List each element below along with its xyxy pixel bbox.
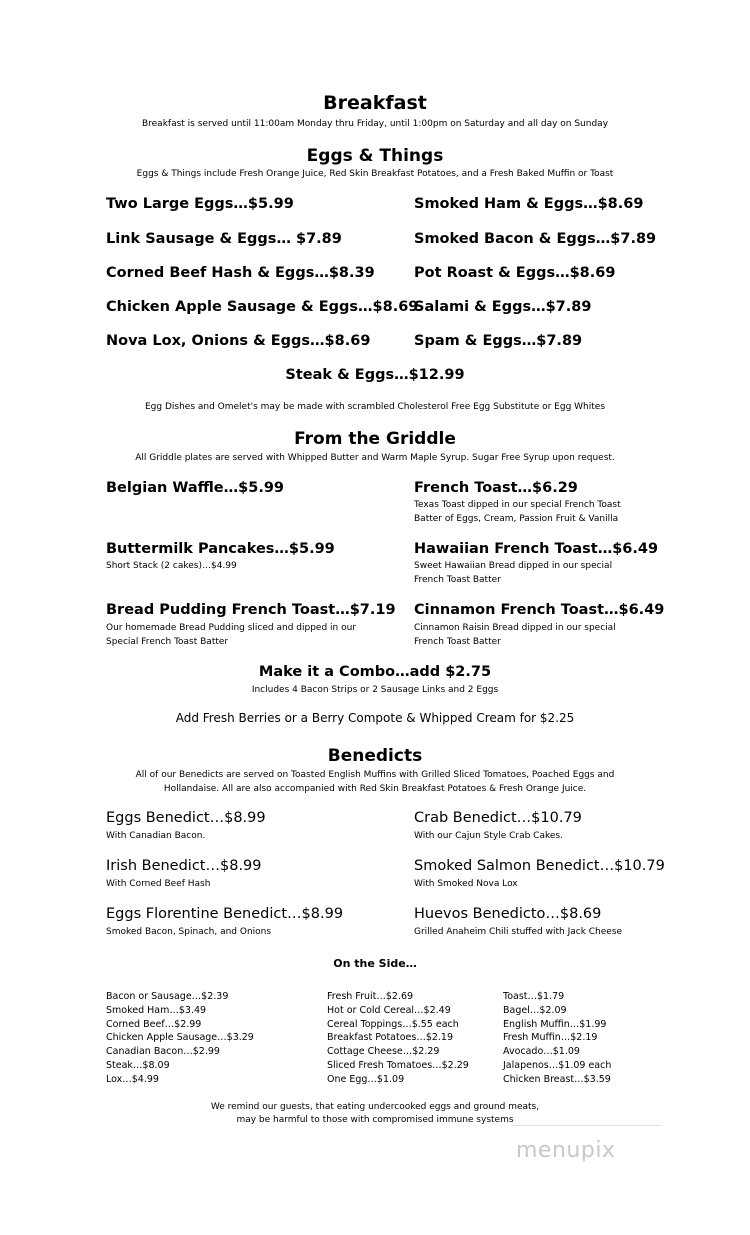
side-item: Lox…$4.99 <box>106 1073 159 1085</box>
cinnamon-toast-item: Cinnamon French Toast…$6.49 <box>414 602 665 618</box>
menu-item: Spam & Eggs…$7.89 <box>414 333 583 349</box>
bread-pudding-item: Bread Pudding French Toast…$7.19 <box>106 602 396 618</box>
eggs-things-note: Eggs & Things include Fresh Orange Juice, Red Skin Breakfast Potatoes, and a Fresh Baked Muffin or Toast <box>136 169 614 179</box>
buttermilk-pancakes-item: Buttermilk Pancakes…$5.99 <box>106 541 335 557</box>
side-item: Canadian Bacon…$2.99 <box>106 1046 220 1058</box>
florentine-benedict-item: Eggs Florentine Benedict…$8.99 <box>106 906 344 922</box>
menu-item: Pot Roast & Eggs…$8.69 <box>414 265 616 281</box>
belgian-waffle-item: Belgian Waffle…$5.99 <box>106 480 285 496</box>
griddle-title: From the Griddle <box>294 429 456 449</box>
side-item: Hot or Cold Cereal…$2.49 <box>327 1004 451 1016</box>
steak-eggs-item: Steak & Eggs…$12.99 <box>285 367 465 383</box>
menu-item: Smoked Bacon & Eggs…$7.89 <box>414 231 657 247</box>
french-toast-desc-1: Texas Toast dipped in our special French Toast <box>414 500 621 510</box>
menu-item: Chicken Apple Sausage & Eggs…$8.69 <box>106 299 419 315</box>
french-toast-desc-2: Batter of Eggs, Cream, Passion Fruit & Vanilla <box>414 514 619 524</box>
benedicts-note-1: All of our Benedicts are served on Toasted English Muffins with Grilled Sliced Tomatoes, Poached Eggs and <box>135 770 615 780</box>
side-item: Cottage Cheese…$2.29 <box>327 1046 440 1058</box>
side-item: Bacon or Sausage…$2.39 <box>106 991 229 1002</box>
cinnamon-desc-2: French Toast Batter <box>414 637 501 647</box>
menu-item: Two Large Eggs…$5.99 <box>106 196 294 212</box>
crab-benedict-item: Crab Benedict…$10.79 <box>414 810 582 826</box>
combo-item: Make it a Combo…add $2.75 <box>258 664 492 680</box>
side-item: Steak…$8.09 <box>106 1059 170 1071</box>
side-item: Cereal Toppings…$.55 each <box>327 1018 459 1030</box>
florentine-benedict-desc: Smoked Bacon, Spinach, and Onions <box>106 927 272 937</box>
huevos-benedicto-desc: Grilled Anaheim Chili stuffed with Jack Cheese <box>414 927 623 937</box>
breakfast-title: Breakfast <box>323 92 427 114</box>
hawaiian-toast-item: Hawaiian French Toast…$6.49 <box>414 541 659 557</box>
warning-line-2: may be harmful to those with compromised immune systems <box>236 1115 514 1125</box>
side-item: Toast…$1.79 <box>503 991 565 1002</box>
side-column-1 <box>106 990 254 1087</box>
berries-addon: Add Fresh Berries or a Berry Compote & Whipped Cream for $2.25 <box>175 711 575 725</box>
salmon-benedict-desc: With Smoked Nova Lox <box>414 879 518 889</box>
side-item: Corned Beef…$2.99 <box>106 1018 202 1030</box>
menu-item: Smoked Ham & Eggs…$8.69 <box>414 196 644 212</box>
side-column-2 <box>327 990 469 1087</box>
watermark-logo: menupix <box>516 1138 616 1163</box>
combo-note: Includes 4 Bacon Strips or 2 Sausage Links and 2 Eggs <box>251 685 499 695</box>
griddle-note: All Griddle plates are served with Whipped Butter and Warm Maple Syrup. Sugar Free Syrup upon request. <box>135 453 615 463</box>
eggs-things-title: Eggs & Things <box>306 146 444 166</box>
menu-item: Corned Beef Hash & Eggs…$8.39 <box>106 265 375 281</box>
side-item: Jalapenos…$1.09 each <box>503 1059 612 1071</box>
side-item: Chicken Apple Sausage…$3.29 <box>106 1032 254 1044</box>
watermark-rule <box>512 1125 662 1126</box>
eggs-benedict-item: Eggs Benedict…$8.99 <box>106 810 266 826</box>
huevos-benedicto-item: Huevos Benedicto…$8.69 <box>414 906 602 922</box>
irish-benedict-item: Irish Benedict…$8.99 <box>106 858 262 874</box>
warning-line-1: We remind our guests, that eating undercooked eggs and ground meats, <box>210 1102 540 1112</box>
breakfast-hours-note: Breakfast is served until 11:00am Monday thru Friday, until 1:00pm on Saturday and all day on Sunday <box>141 119 609 129</box>
side-item: Bagel…$2.09 <box>503 1004 567 1016</box>
side-item: Sliced Fresh Tomatoes…$2.29 <box>327 1059 469 1071</box>
french-toast-item: French Toast…$6.29 <box>414 480 578 496</box>
hawaiian-desc-1: Sweet Hawaiian Bread dipped in our special <box>414 561 613 571</box>
side-item: Fresh Muffin…$2.19 <box>503 1032 598 1044</box>
menu-item: Link Sausage & Eggs… $7.89 <box>106 231 342 247</box>
egg-substitute-note: Egg Dishes and Omelet's may be made with scrambled Cholesterol Free Egg Substitute or Egg Whites <box>144 402 606 412</box>
side-item: One Egg…$1.09 <box>327 1073 405 1085</box>
hawaiian-desc-2: French Toast Batter <box>414 575 501 585</box>
cinnamon-desc-1: Cinnamon Raisin Bread dipped in our special <box>414 623 616 633</box>
side-title: On the Side… <box>333 957 417 970</box>
crab-benedict-desc: With our Cajun Style Crab Cakes. <box>414 831 563 841</box>
side-item: Avocado…$1.09 <box>503 1046 580 1058</box>
side-item: English Muffin…$1.99 <box>503 1018 607 1030</box>
eggs-benedict-desc: With Canadian Bacon. <box>106 831 206 841</box>
benedicts-note-2: Hollandaise. All are also accompanied with Red Skin Breakfast Potatoes & Fresh Orange Juice. <box>163 784 587 794</box>
menu-item: Salami & Eggs…$7.89 <box>414 299 592 315</box>
salmon-benedict-item: Smoked Salmon Benedict…$10.79 <box>414 858 665 874</box>
side-item: Chicken Breast…$3.59 <box>503 1073 611 1085</box>
side-item: Fresh Fruit…$2.69 <box>327 991 414 1002</box>
buttermilk-desc: Short Stack (2 cakes)…$4.99 <box>106 561 237 571</box>
menu-item: Nova Lox, Onions & Eggs…$8.69 <box>106 333 371 349</box>
benedicts-title: Benedicts <box>327 746 423 766</box>
bread-pudding-desc-2: Special French Toast Batter <box>106 637 229 647</box>
bread-pudding-desc-1: Our homemade Bread Pudding sliced and dipped in our <box>106 623 357 633</box>
irish-benedict-desc: With Corned Beef Hash <box>106 879 211 889</box>
side-item: Smoked Ham…$3.49 <box>106 1004 207 1016</box>
side-column-3 <box>503 990 611 1087</box>
side-item: Breakfast Potatoes…$2.19 <box>327 1032 454 1044</box>
